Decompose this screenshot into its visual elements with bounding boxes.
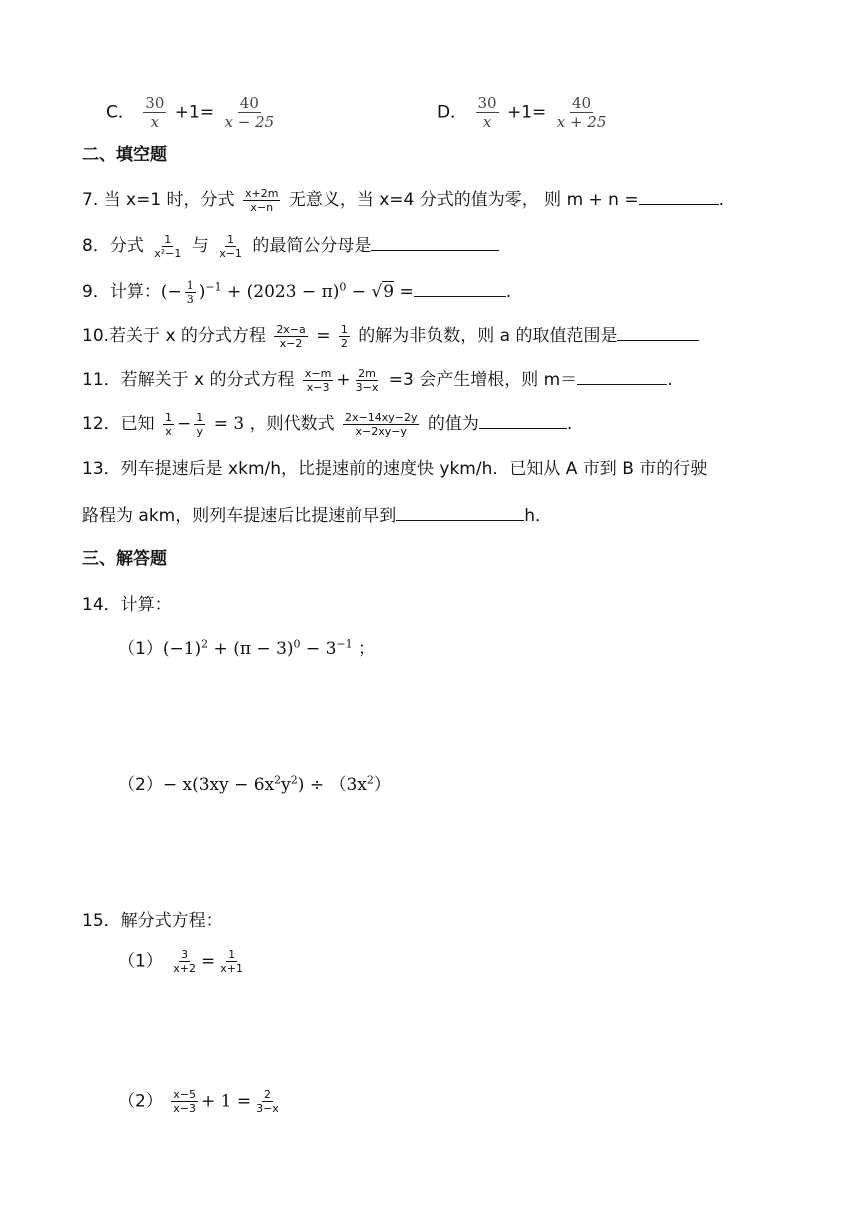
q13-answer-blank[interactable]: [396, 502, 524, 521]
q9-fraction: $\frac{1}{3}$: [186, 279, 194, 306]
q8-fraction-1: $\frac{1}{\text{x²−1}}$: [154, 232, 182, 260]
q7-fraction: $\frac{x+2m}{x-n}$: [244, 186, 279, 214]
option-c-fraction-1: $\frac{30}{x}$: [145, 94, 165, 131]
question-11: 11．若解关于 x 的分式方程 $\frac{x-m}{x-3}$ + $\frac{2m}{3-x}$ =3 会产生增根，则 m＝ .: [82, 366, 673, 394]
q11-answer-blank[interactable]: [577, 366, 667, 385]
question-14-title: 14．计算：: [82, 595, 172, 615]
q7-answer-blank[interactable]: [639, 186, 719, 205]
q8-answer-blank[interactable]: [371, 232, 499, 251]
q9-answer-blank[interactable]: [414, 278, 506, 297]
q15-1-fraction-2: $\frac{1}{x+1}$: [220, 948, 243, 975]
option-d-label: D．: [437, 102, 468, 123]
question-7: 7. 当 x=1 时，分式 $\frac{x+2m}{x-n}$ 无意义，当 x=4 分式的值为零， 则 m + n = .: [82, 186, 725, 214]
q10-fraction-2: $\frac{1}{2}$: [340, 322, 348, 350]
q15-2-fraction-2: $\frac{2}{3-x}$: [256, 1088, 279, 1115]
q11-fraction-2: $\frac{2m}{3-x}$: [355, 366, 379, 394]
option-c: [106, 94, 279, 131]
q11-fraction-1: $\frac{x-m}{x-3}$: [304, 366, 332, 394]
question-14-part-2: $(2)- x(3xy - 6x^2y^2) \div (3x^2)$: [118, 773, 391, 795]
option-d: [437, 94, 611, 131]
q10-fraction-1: $\frac{2x-a}{x-2}$: [276, 322, 306, 350]
option-d-fraction-2: $\frac{40}{x + 25}$: [556, 94, 607, 131]
q8-fraction-2: $\frac{1}{x-1}$: [219, 232, 242, 260]
section-answer-heading: 三、解答题: [82, 549, 167, 569]
option-c-fraction-2: $\frac{40}{x - 25}$: [224, 94, 275, 131]
question-12: 12．已知 $\frac{1}{x}$ − $\frac{1}{y}$ = 3 ，则代数式 $\frac{2x-14xy-2y}{x-2xy-y}$ 的值为 .: [82, 410, 573, 438]
q15-2-fraction-1: $\frac{x-5}{x-3}$: [173, 1088, 196, 1115]
q12-fraction-1: $\frac{1}{x}$: [165, 410, 173, 438]
question-15-title: 15．解分式方程：: [82, 911, 223, 931]
option-c-label: C．: [106, 102, 135, 123]
option-d-operator: +1=: [507, 102, 547, 123]
question-14-part-1: $(1)(-1)^2 + (\pi - 3)^0 - 3^{-1}$ ；: [118, 637, 376, 659]
question-13-line-1: 13．列车提速后是 xkm/h，比提速前的速度快 ykm/h．已知从 A 市到 B 市的行驶: [82, 459, 708, 479]
q12-fraction-2: $\frac{1}{y}$: [196, 410, 204, 438]
question-15-part-1: （1） $\frac{3}{x+2}$ = $\frac{1}{x+1}$: [118, 948, 243, 975]
q12-fraction-3: $\frac{2x-14xy-2y}{x-2xy-y}$: [344, 410, 418, 438]
q12-answer-blank[interactable]: [479, 410, 567, 429]
sqrt-symbol: √9: [371, 282, 395, 302]
question-8: 8．分式 $\frac{1}{\text{x²−1}}$ 与 $\frac{1}{x-1}$ 的最简公分母是: [82, 232, 499, 260]
q15-1-fraction-1: $\frac{3}{x+2}$: [173, 948, 196, 975]
question-13-line-2: 路程为 akm，则列车提速后比提速前早到 h．: [82, 502, 552, 529]
option-d-fraction-1: $\frac{30}{x}$: [477, 94, 497, 131]
question-15-part-2: （2） $\frac{x-5}{x-3}$ + 1 = $\frac{2}{3-x}$: [118, 1088, 279, 1115]
option-c-operator: +1=: [174, 102, 215, 123]
question-10: 10.若关于 x 的分式方程 $\frac{2x-a}{x-2}$ = $\frac{1}{2}$ 的解为非负数，则 a 的取值范围是: [82, 322, 699, 350]
question-9: 9．计算：(− $\frac{1}{3}$ )$^{-1} + (2023 - \pi)^0 - √9$ = .: [82, 279, 512, 306]
section-fill-in-heading: 二、填空题: [82, 145, 167, 165]
q10-answer-blank[interactable]: [617, 322, 699, 341]
